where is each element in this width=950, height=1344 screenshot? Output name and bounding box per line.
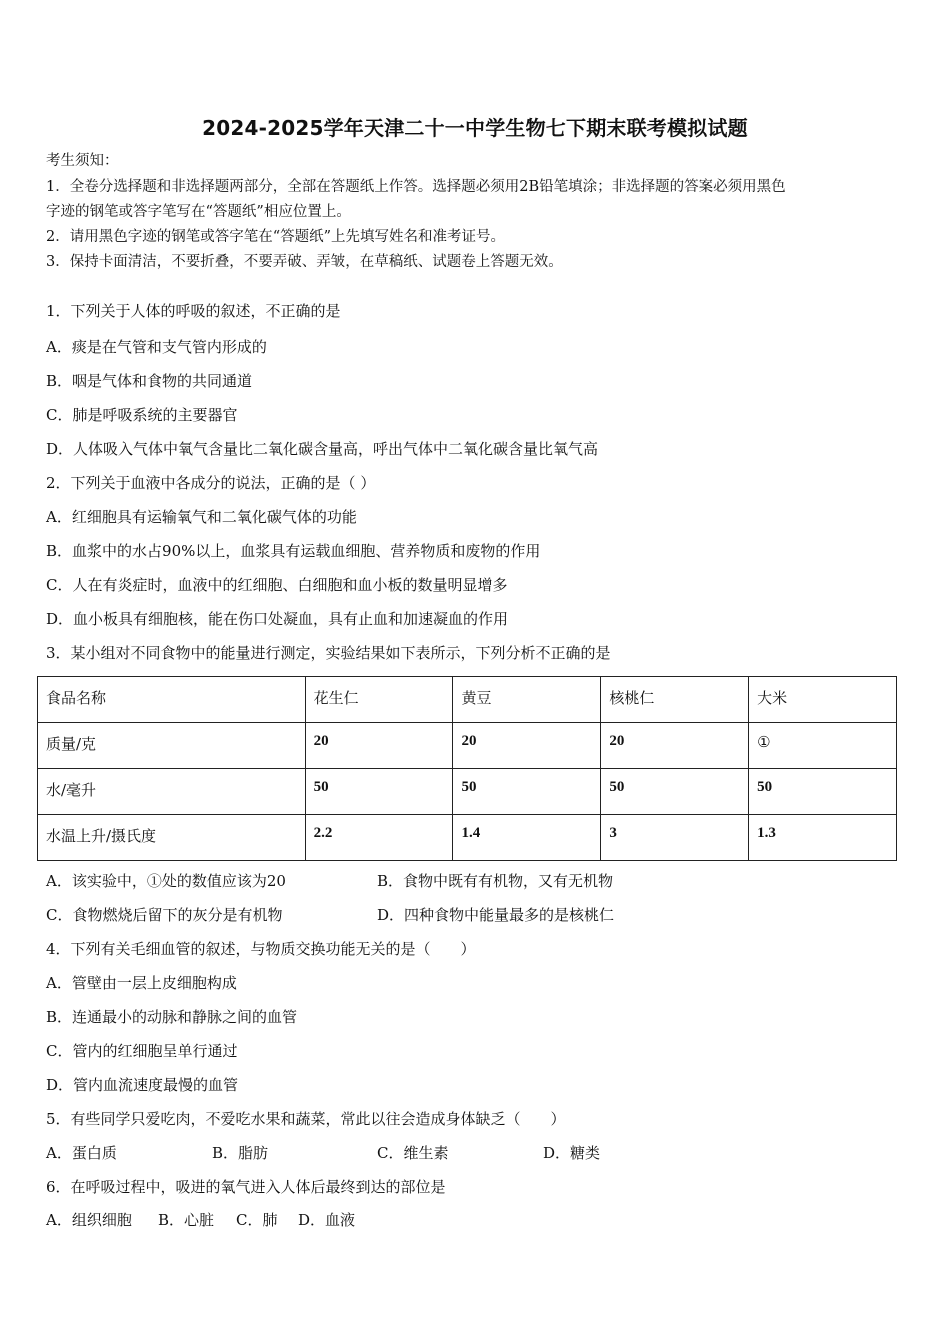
food-energy-table xyxy=(37,676,897,861)
table-header-row xyxy=(38,677,897,723)
q5-option-a: A．蛋白质 xyxy=(46,1144,117,1162)
table-cell: 水/毫升 xyxy=(38,769,306,815)
table-cell: 20 xyxy=(453,723,601,769)
table-cell: 质量/克 xyxy=(38,723,306,769)
notice-line-3: 3．保持卡面清洁，不要折叠，不要弄破、弄皱，在草稿纸、试题卷上答题无效。 xyxy=(46,254,563,270)
q6-option-d: D．血液 xyxy=(298,1211,356,1229)
q5-option-d: D．糖类 xyxy=(543,1144,601,1162)
q1-option-c: C．肺是呼吸系统的主要器官 xyxy=(46,406,238,424)
q2-stem: 2．下列关于血液中各成分的说法，正确的是（ ） xyxy=(46,474,376,492)
q6-option-a: A．组织细胞 xyxy=(46,1211,132,1229)
q3-option-b: B．食物中既有有机物，又有无机物 xyxy=(377,872,614,890)
page-title: 2024-2025学年天津二十一中学生物七下期末联考模拟试题 xyxy=(202,116,748,140)
notice-line-1b: 字迹的钢笔或答字笔写在“答题纸”相应位置上。 xyxy=(46,204,351,220)
table-row xyxy=(38,815,897,861)
table-cell: 50 xyxy=(453,769,601,815)
notice-line-1a: 1．全卷分选择题和非选择题两部分，全部在答题纸上作答。选择题必须用2B铅笔填涂；非选择题的答案必须用黑色 xyxy=(46,179,786,195)
q3-stem: 3．某小组对不同食物中的能量进行测定，实验结果如下表所示，下列分析不正确的是 xyxy=(46,644,611,662)
q2-option-a: A．红细胞具有运输氧气和二氧化碳气体的功能 xyxy=(46,508,357,526)
table-cell: 1.3 xyxy=(749,815,897,861)
table-cell: 2.2 xyxy=(305,815,453,861)
q4-option-a: A．管壁由一层上皮细胞构成 xyxy=(46,974,237,992)
q6-stem: 6．在呼吸过程中，吸进的氧气进入人体后最终到达的部位是 xyxy=(46,1178,446,1196)
q1-option-a: A．痰是在气管和支气管内形成的 xyxy=(46,338,267,356)
table-cell: 3 xyxy=(601,815,749,861)
q3-option-d: D．四种食物中能量最多的是核桃仁 xyxy=(377,906,615,924)
table-cell: 1.4 xyxy=(453,815,601,861)
table-header-cell: 核桃仁 xyxy=(601,677,749,723)
table-cell: ① xyxy=(749,723,897,769)
q5-option-c: C．维生素 xyxy=(377,1144,449,1162)
table-row xyxy=(38,723,897,769)
table-cell: 20 xyxy=(305,723,453,769)
table-row xyxy=(38,769,897,815)
q1-stem: 1．下列关于人体的呼吸的叙述，不正确的是 xyxy=(46,302,341,320)
notice-line-2: 2．请用黑色字迹的钢笔或答字笔在“答题纸”上先填写姓名和准考证号。 xyxy=(46,229,506,245)
table-header-cell: 食品名称 xyxy=(38,677,306,723)
table-header-cell: 花生仁 xyxy=(305,677,453,723)
q5-option-b: B．脂肪 xyxy=(212,1144,269,1162)
table-header-cell: 黄豆 xyxy=(453,677,601,723)
q1-option-d: D．人体吸入气体中氧气含量比二氧化碳含量高，呼出气体中二氧化碳含量比氧气高 xyxy=(46,440,599,458)
q3-option-a: A．该实验中，①处的数值应该为20 xyxy=(46,872,286,890)
table-cell: 50 xyxy=(305,769,453,815)
table-cell: 50 xyxy=(749,769,897,815)
q6-option-b: B．心脏 xyxy=(158,1211,215,1229)
table-cell: 50 xyxy=(601,769,749,815)
table-header-cell: 大米 xyxy=(749,677,897,723)
q6-option-c: C．肺 xyxy=(236,1211,278,1229)
q2-option-c: C．人在有炎症时，血液中的红细胞、白细胞和血小板的数量明显增多 xyxy=(46,576,508,594)
q2-option-b: B．血浆中的水占90%以上，血浆具有运载血细胞、营养物质和废物的作用 xyxy=(46,542,541,560)
table-cell: 水温上升/摄氏度 xyxy=(38,815,306,861)
notice-heading: 考生须知： xyxy=(46,153,119,169)
q5-stem: 5．有些同学只爱吃肉，不爱吃水果和蔬菜，常此以往会造成身体缺乏（ ） xyxy=(46,1110,566,1128)
q4-option-d: D．管内血流速度最慢的血管 xyxy=(46,1076,239,1094)
q4-stem: 4．下列有关毛细血管的叙述，与物质交换功能无关的是（ ） xyxy=(46,940,476,958)
q3-option-c: C．食物燃烧后留下的灰分是有机物 xyxy=(46,906,283,924)
q4-option-b: B．连通最小的动脉和静脉之间的血管 xyxy=(46,1008,298,1026)
q4-option-c: C．管内的红细胞呈单行通过 xyxy=(46,1042,238,1060)
q2-option-d: D．血小板具有细胞核，能在伤口处凝血，具有止血和加速凝血的作用 xyxy=(46,610,509,628)
q1-option-b: B．咽是气体和食物的共同通道 xyxy=(46,372,253,390)
table-cell: 20 xyxy=(601,723,749,769)
